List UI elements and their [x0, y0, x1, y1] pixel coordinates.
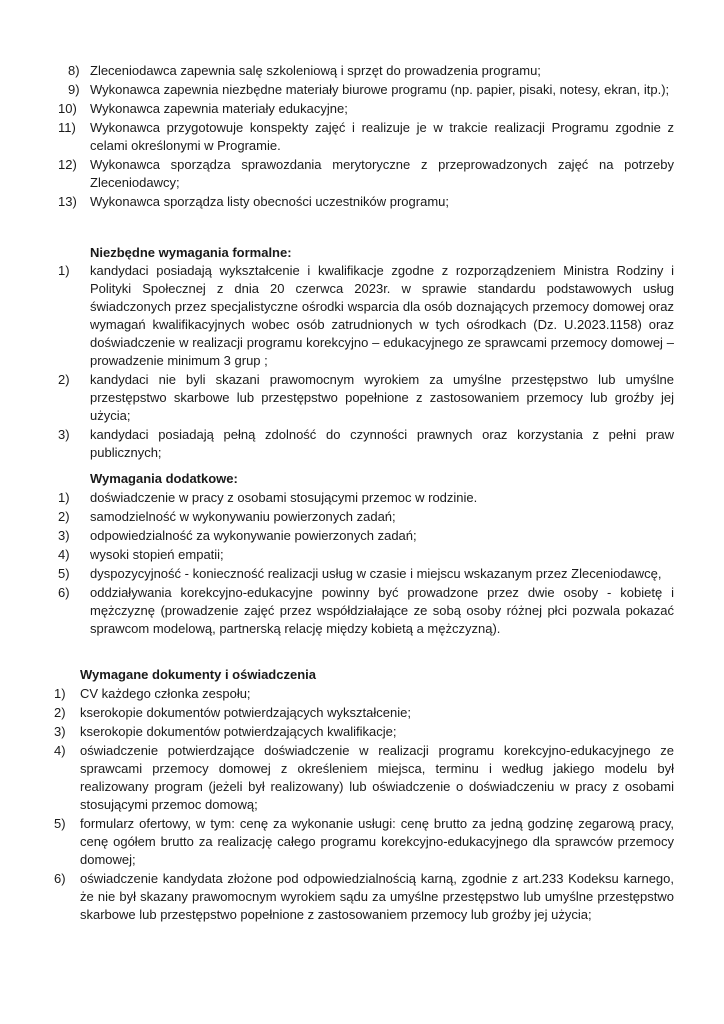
list-item-text: Wykonawca zapewnia materiały edukacyjne; [90, 101, 348, 116]
list-item [54, 723, 674, 741]
section-heading-formal: Niezbędne wymagania formalne: [90, 245, 292, 260]
list-item-text: odpowiedzialność za wykonywanie powierzonych zadań; [90, 528, 417, 543]
list-item-text: oświadczenie kandydata złożone pod odpowiedzialnością karną, zgodnie z art.233 Kodeksu karnego, że nie był skazany prawomocnym wyrokiem sądu za umyślne przestępstwo lub umyślne przestępstwo skarbowe lub przestępstwo popełnione z zastosowaniem przemocy lub groźby jej użycia; [80, 871, 674, 922]
list-item-number: 1) [54, 686, 66, 701]
list-item [58, 565, 674, 583]
list-item-number: 6) [54, 871, 66, 886]
list-item [54, 156, 674, 192]
list-item-text: CV każdego członka zespołu; [80, 686, 251, 701]
list-item [54, 193, 674, 211]
list-item-number: 3) [54, 724, 66, 739]
list-item-text: kserokopie dokumentów potwierdzających kwalifikacje; [80, 724, 397, 739]
list-item-text: samodzielność w wykonywaniu powierzonych zadań; [90, 509, 396, 524]
list-item-text: oświadczenie potwierdzające doświadczenie w realizacji programu korekcyjno-edukacyjnego ze sprawcami przemocy domowej z określeniem miejsca, terminu i według jakiego modelu był realizowany program (jeżeli był realizowany) lub oświadczenie o doświadczeniu w pracy z osobami stosującymi przemoc domową; [80, 743, 674, 812]
list-item-text: Wykonawca zapewnia niezbędne materiały biurowe programu (np. papier, pisaki, notesy, ekran, itp.); [90, 82, 670, 97]
program-duties-list [54, 62, 674, 212]
list-item-number: 2) [58, 372, 70, 387]
list-item-number: 1) [58, 263, 70, 278]
list-item [58, 508, 674, 526]
list-item-number: 4) [54, 743, 66, 758]
list-item [54, 81, 674, 99]
list-item [58, 262, 674, 370]
list-item-text: formularz ofertowy, w tym: cenę za wykonanie usługi: cenę brutto za jedną godzinę zegarową pracy, cenę ogółem brutto za realizację całego programu korekcyjno-edukacyjnego dla sprawców przemocy domowej; [80, 816, 674, 867]
list-item-number: 13) [58, 194, 77, 209]
list-item-text: Wykonawca sporządza listy obecności uczestników programu; [90, 194, 449, 209]
required-documents-list [54, 685, 674, 925]
list-item-text: Wykonawca przygotowuje konspekty zajęć i realizuje je w trakcie realizacji Programu zgodnie z celami określonymi w Programie. [90, 120, 674, 153]
list-item [58, 371, 674, 425]
list-item [58, 489, 674, 507]
list-item-number: 4) [58, 547, 70, 562]
list-item-number: 9) [68, 82, 80, 97]
list-item-text: wysoki stopień empatii; [90, 547, 224, 562]
list-item-text: kandydaci nie byli skazani prawomocnym wyrokiem za umyślne przestępstwo lub umyślne przestępstwo skarbowe lub przestępstwo popełnione z zastosowaniem przemocy lub groźby jej użycia; [90, 372, 674, 423]
list-item [54, 685, 674, 703]
list-item [54, 704, 674, 722]
list-item-number: 10) [58, 101, 77, 116]
list-item-number: 1) [58, 490, 70, 505]
list-item [54, 742, 674, 814]
list-item-text: kandydaci posiadają pełną zdolność do czynności prawnych oraz korzystania z pełni praw publicznych; [90, 427, 674, 460]
list-item-text: doświadczenie w pracy z osobami stosującymi przemoc w rodzinie. [90, 490, 478, 505]
list-item-text: Wykonawca sporządza sprawozdania merytoryczne z przeprowadzonych zajęć na potrzeby Zleceniodawcy; [90, 157, 674, 190]
list-item-number: 3) [58, 427, 70, 442]
list-item-text: kandydaci posiadają wykształcenie i kwalifikacje zgodne z rozporządzeniem Ministra Rodziny i Polityki Społecznej z dnia 20 czerwca 2023r. w sprawie standardu podstawowych usług świadczonych przez specjalistyczne ośrodki wsparcia dla osób doznających przemocy domowej oraz wymagań kwalifikacyjnych wobec osób zatrudnionych w tych ośrodkach (Dz. U.2023.1158) oraz doświadczenie w realizacji programu korekcyjno – edukacyjnego ze sprawcami przemocy domowej – prowadzenie minimum 3 grup ; [90, 263, 674, 368]
list-item-number: 6) [58, 585, 70, 600]
list-item-text: dyspozycyjność - konieczność realizacji usług w czasie i miejscu wskazanym przez Zleceniodawcę, [90, 566, 662, 581]
list-item [54, 100, 674, 118]
list-item-number: 12) [58, 157, 77, 172]
list-item-number: 8) [68, 63, 80, 78]
list-item [58, 527, 674, 545]
list-item-number: 5) [58, 566, 70, 581]
list-item-number: 3) [58, 528, 70, 543]
list-item-text: kserokopie dokumentów potwierdzających wykształcenie; [80, 705, 411, 720]
list-item [54, 870, 674, 924]
list-item [58, 546, 674, 564]
list-item [54, 119, 674, 155]
list-item [58, 426, 674, 462]
list-item-text: Zleceniodawca zapewnia salę szkoleniową i sprzęt do prowadzenia programu; [90, 63, 541, 78]
list-item [58, 584, 674, 638]
section-heading-additional: Wymagania dodatkowe: [90, 471, 238, 486]
list-item-number: 5) [54, 816, 66, 831]
list-item [54, 815, 674, 869]
section-heading-documents: Wymagane dokumenty i oświadczenia [80, 667, 316, 682]
list-item [54, 62, 674, 80]
list-item-number: 2) [58, 509, 70, 524]
formal-requirements-list [58, 262, 674, 463]
list-item-number: 2) [54, 705, 66, 720]
list-item-text: oddziaływania korekcyjno-edukacyjne powinny być prowadzone przez dwie osoby - kobietę i mężczyznę (prowadzenie zajęć przez współdziałające ze sobą osoby różnej płci pozwala pokazać sprawcom modelową, partnerską relację między kobietą a mężczyzną). [90, 585, 674, 636]
additional-requirements-list [58, 489, 674, 639]
list-item-number: 11) [58, 120, 76, 135]
